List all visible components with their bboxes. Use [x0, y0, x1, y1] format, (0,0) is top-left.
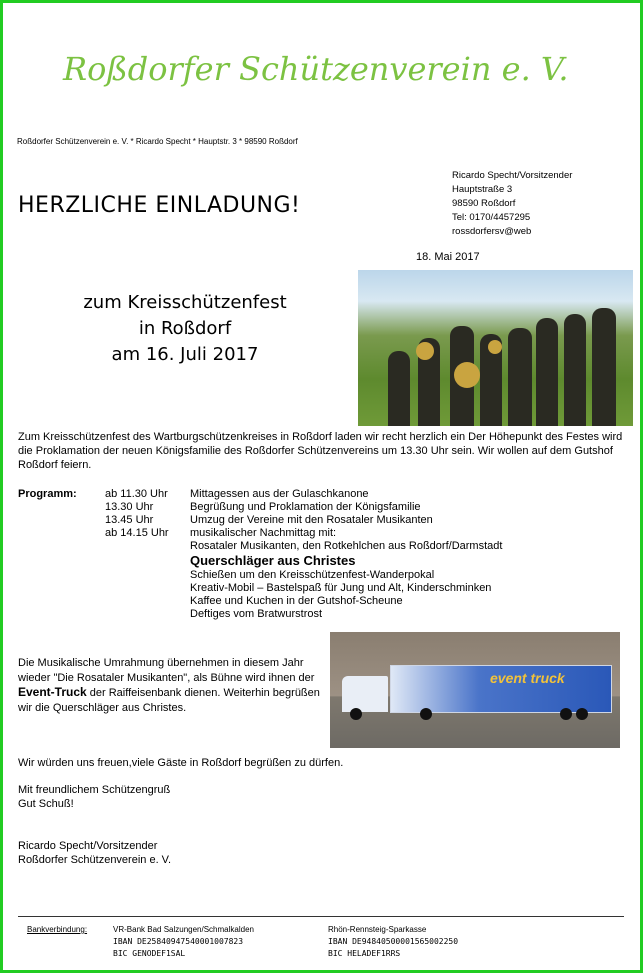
program-time: 13.30 Uhr [105, 501, 154, 513]
event-truck-name: Event-Truck [18, 685, 87, 699]
band-photo [358, 270, 633, 426]
event-line-2: in Roßdorf [138, 318, 232, 339]
program-item: musikalischer Nachmittag mit: [190, 527, 337, 539]
truck-cab [342, 676, 388, 712]
event-line-3: am 16. Juli 2017 [111, 344, 259, 365]
invitation-heading: HERZLICHE EINLADUNG! [18, 193, 301, 218]
bank-2-bic: BIC HELADEF1RRS [328, 949, 401, 958]
address-city: 98590 Roßdorf [452, 198, 516, 209]
program-times [105, 488, 169, 540]
address-street: Hauptstraße 3 [452, 184, 513, 195]
event-title [20, 290, 350, 368]
program-item: Kaffee und Kuchen in der Gutshof-Scheune [190, 595, 403, 607]
bank-1-bic: BIC GENODEF1SAL [113, 949, 186, 958]
bank-1-iban: IBAN DE25840947540001007823 [113, 937, 244, 946]
bank-1-name: VR-Bank Bad Salzungen/Schmalkalden [113, 925, 254, 934]
music-paragraph [18, 656, 323, 715]
address-email[interactable]: rossdorfersv@web [452, 226, 532, 237]
program-time: 13.45 Uhr [105, 514, 154, 526]
letter-date: 18. Mai 2017 [416, 251, 480, 263]
program-item: Rosataler Musikanten, den Rotkehlchen aus Roßdorf/Darmstadt [190, 540, 503, 552]
bank-label: Bankverbindung: [27, 925, 88, 934]
program-items [190, 488, 502, 621]
footer-divider [18, 916, 624, 917]
signature-name: Ricardo Specht/Vorsitzender [18, 840, 158, 852]
program-item: Mittagessen aus der Gulaschkanone [190, 488, 369, 500]
program-item: Kreativ-Mobil – Bastelspaß für Jung und Alt, Kinderschminken [190, 582, 492, 594]
program-item: Begrüßung und Proklamation der Königsfamilie [190, 501, 421, 513]
bank-2-iban: IBAN DE94840500001565002250 [328, 937, 459, 946]
event-truck-photo [330, 632, 620, 748]
closing-wish: Wir würden uns freuen,viele Gäste in Roßdorf begrüßen zu dürfen. [18, 757, 344, 769]
program-item: Umzug der Vereine mit den Rosataler Musikanten [190, 514, 433, 526]
program-label: Programm: [18, 488, 77, 500]
event-line-1: zum Kreisschützenfest [83, 292, 287, 313]
bank-2-name: Rhön-Rennsteig-Sparkasse [328, 925, 427, 934]
program-item: Deftiges vom Bratwurstrost [190, 608, 323, 620]
bank-1 [113, 924, 254, 960]
closing-greeting-2: Gut Schuß! [18, 798, 74, 810]
address-phone: Tel: 0170/4457295 [452, 212, 531, 223]
address-name: Ricardo Specht/Vorsitzender [452, 170, 573, 181]
bank-2 [328, 924, 458, 960]
closing-greeting-1: Mit freundlichem Schützengruß [18, 784, 171, 796]
program-highlight: Querschläger aus Christes [190, 553, 356, 568]
music-text-2: der Raiffeisenbank dienen. Weiterhin begrüßen wir die Querschläger aus Christes. [18, 687, 320, 714]
program-time: ab 14.15 Uhr [105, 527, 169, 539]
signature-club: Roßdorfer Schützenverein e. V. [18, 854, 172, 866]
music-text-1: Die Musikalische Umrahmung übernehmen in diesem Jahr wieder "Die Rosataler Musikanten", als Bühne wird ihnen der [18, 657, 315, 684]
sender-line: Roßdorfer Schützenverein e. V. * Ricardo Specht * Hauptstr. 3 * 98590 Roßdorf [17, 137, 298, 146]
program-time: ab 11.30 Uhr [105, 488, 168, 500]
address-block [452, 169, 572, 239]
club-title: Roßdorfer Schützenverein e. V. [63, 50, 569, 88]
truck-brand: event truck [490, 670, 565, 686]
intro-paragraph: Zum Kreisschützenfest des Wartburgschützenkreises in Roßdorf laden wir recht herzlich ein Der Höhepunkt des Festes wird die Proklamation der neuen Königsfamilie des Roßdorfer Schützenvereins um 13.30 Uhr sein. Wir wollen auf dem Gutshof Roßdorf feiern. [18, 431, 623, 471]
program-item: Schießen um den Kreisschützenfest-Wanderpokal [190, 569, 435, 581]
